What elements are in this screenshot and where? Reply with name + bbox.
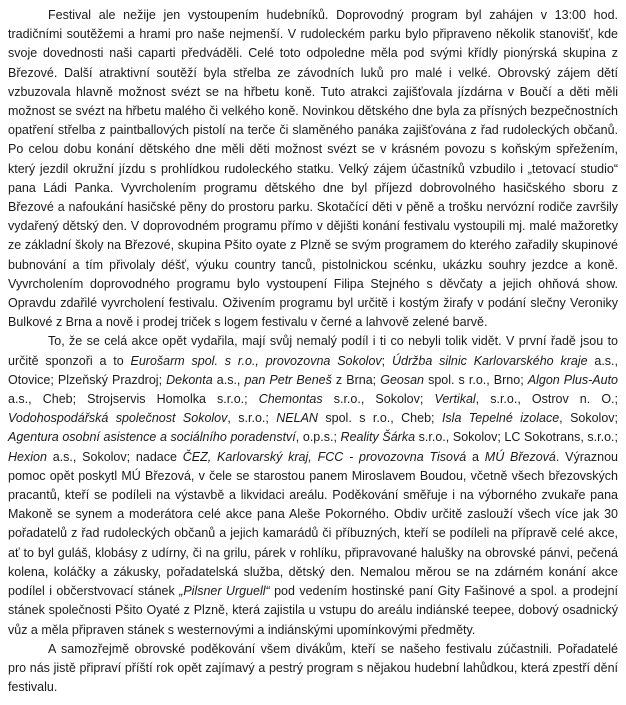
- text-run: a.s., Sokolov; nadace: [46, 449, 183, 464]
- sponsor-name: Geosan: [380, 372, 424, 387]
- text-run: pod vedením hostinské paní Gity Fašinové a spol. a prodejní stánek společnosti Pšito Oyaté z Plzně, která zajistila u vstupu do areálu indiánské teepee, dobový osadnický vůz a měla připraven stánek s westernovými a indiánskými upomínkovými předměty.: [8, 584, 619, 637]
- text-run: To, že se celá akce opět vydařila, mají svůj nemalý podíl i ti co nebyli tolik vidět. V první řadě jsou to určitě sponzoři a to: [8, 334, 618, 368]
- sponsor-name: ČEZ, Karlovarský kraj, FCC - provozovna Tisová: [182, 449, 467, 464]
- text-run: , Sokolov;: [559, 411, 619, 426]
- text-run: . Výraznou pomoc opět poskytl MÚ Březová, v čele se starostou panem Miroslavem Boudou, včetně všech březovských pracantů, kteří se podíleli na výstavbě a likvidaci areálu. Poděkování směřuje i na výborného zvukaře pana Makoně se synem a moderátora celé akce pana Aleše Pokorného. Obdiv určitě zaslouží všech více jak 30 pořadatelů z řad rudoleckých občanů a jejich kamarádů či příbuzných, kteří se podíleli na přípravě celé akce, ať to byl guláš, klobásy z udírny, či na grilu, párek v rohlíku, připravované halušky na obrovské pánvi, pečená kolena, koláčky a zákusky, pořadatelská služba, dětský den. Nemalou měrou se na zdárném konání akce podílel i občerstvovací stánek: [8, 449, 618, 599]
- sponsor-name: Údržba silnic Karlovarského kraje: [391, 353, 588, 368]
- sponsor-name: Dekonta: [166, 372, 213, 387]
- sponsor-name: MÚ Březová: [484, 449, 556, 464]
- text-run: s.r.o., Sokolov; LC Sokotrans, s.r.o.;: [415, 430, 618, 445]
- sponsor-name: Hexion: [8, 449, 47, 464]
- sponsor-name: Vodohospodářská společnost Sokolov: [8, 411, 228, 426]
- sponsor-name: Agentura osobní asistence a sociálního poradenství: [8, 430, 296, 445]
- text-run: a.s., Cheb; Strojservis Homolka s.r.o.;: [8, 392, 259, 407]
- paragraph-sponsors: [8, 332, 618, 639]
- text-run: , s.r.o., Ostrov n. O.;: [475, 392, 619, 407]
- sponsor-name: „Pilsner Urguell“: [179, 584, 270, 599]
- text-run: spol. s r.o., Brno;: [424, 372, 528, 387]
- sponsor-name: Chemontas: [258, 392, 323, 407]
- sponsor-name: Isla Tepelné izolace: [441, 411, 560, 426]
- text-run: ;: [381, 353, 392, 368]
- text-run: z Brna;: [331, 372, 381, 387]
- text-run: spol. s r.o., Cheb;: [317, 411, 442, 426]
- text-run: a.s.,: [212, 372, 245, 387]
- text-run: a.s., Otovice; Plzeňský Prazdroj;: [8, 353, 618, 387]
- text-run: , s.r.o.;: [227, 411, 277, 426]
- paragraph-thanks: A samozřejmě obrovské poděkování všem divákům, kteří se našeho festivalu zúčastnili. Pořadatelé pro nás jistě připraví příští rok opět zajímavý a pestrý program s nějakou hudební lahůdkou, která zpestří dění festivalu.: [8, 641, 618, 695]
- sponsor-name: Vertikal: [434, 392, 476, 407]
- sponsor-name: pan Petr Beneš: [244, 372, 332, 387]
- sponsor-name: Reality Šárka: [340, 430, 416, 445]
- sponsor-name: NELAN: [276, 411, 318, 426]
- text-run: s.r.o., Sokolov;: [322, 392, 435, 407]
- text-run: a: [466, 449, 485, 464]
- sponsor-name: Algon Plus-Auto: [527, 372, 619, 387]
- text-run: , o.p.s.;: [295, 430, 341, 445]
- paragraph-program: Festival ale nežije jen vystoupením hudebníků. Doprovodný program byl zahájen v 13:00 hod. tradičními soutěžemi a hrami pro naše nejmenší. V rudoleckém parku bylo připraveno několik stanovišť, kde svoje dovednosti naši caparti předváděli. Celé toto odpoledne měla pod svými křídly pionýrská skupina z Březové. Další atraktivní soutěží byla střelba ze závodních luků pro malé i velké. Obrovský zájem dětí vzbuzovala hlavně možnost svézt se na hřbetu koně. Tuto atrakci zajišťovala jízdárna v Boučí a děti měli možnost se svézt na hřbetu malého či velkého koně. Novinkou dětského dne byla za přísných bezpečnostních opatření střelba z paintballových pistolí na terče či slaměného panáka zajišťována z řad rudoleckých občanů. Po celou dobu konání dětského dne měli děti možnost svézt se v krásném povozu s koňským spřežením, který jezdil okružní jízdu s prohlídkou rudoleckého statku. Velký zájem účastníků vzbudilo i „tetovací studio“ pana Ládi Panka. Vyvrcholením programu dětského dne byl příjezd dobrovolného hasičského sboru z Březové a nafoukání hasičské pěny do prostoru parku. Skotačící děti v pěně a trošku nervózní rodiče završily vydařený dětský den. V doprovodném programu přímo v dějišti konání festivalu vystoupili mj. malé mažoretky ze základní školy na Březové, skupina Pšito oyate z Plzně se svým programem do kterého zařadily skupinové bubnování a tím přivolaly déšť, výuku country tanců, pistolnickou scénku, ukázku souhry jezdce a koně. Vyvrcholením doprovodného programu bylo vystoupení Filipa Stejného s děvčaty a jejich ohňová show. Opravdu zdařilé vyvrcholení festivalu. Oživením programu byl určitě i kostým žirafy v podání slečny Veroniky Bulkové z Brna a nově i prodej triček s logem festivalu v černé a lahvově zelené barvě.: [8, 8, 618, 330]
- sponsor-name: Eurošarm spol. s r.o., provozovna Sokolov: [130, 353, 382, 368]
